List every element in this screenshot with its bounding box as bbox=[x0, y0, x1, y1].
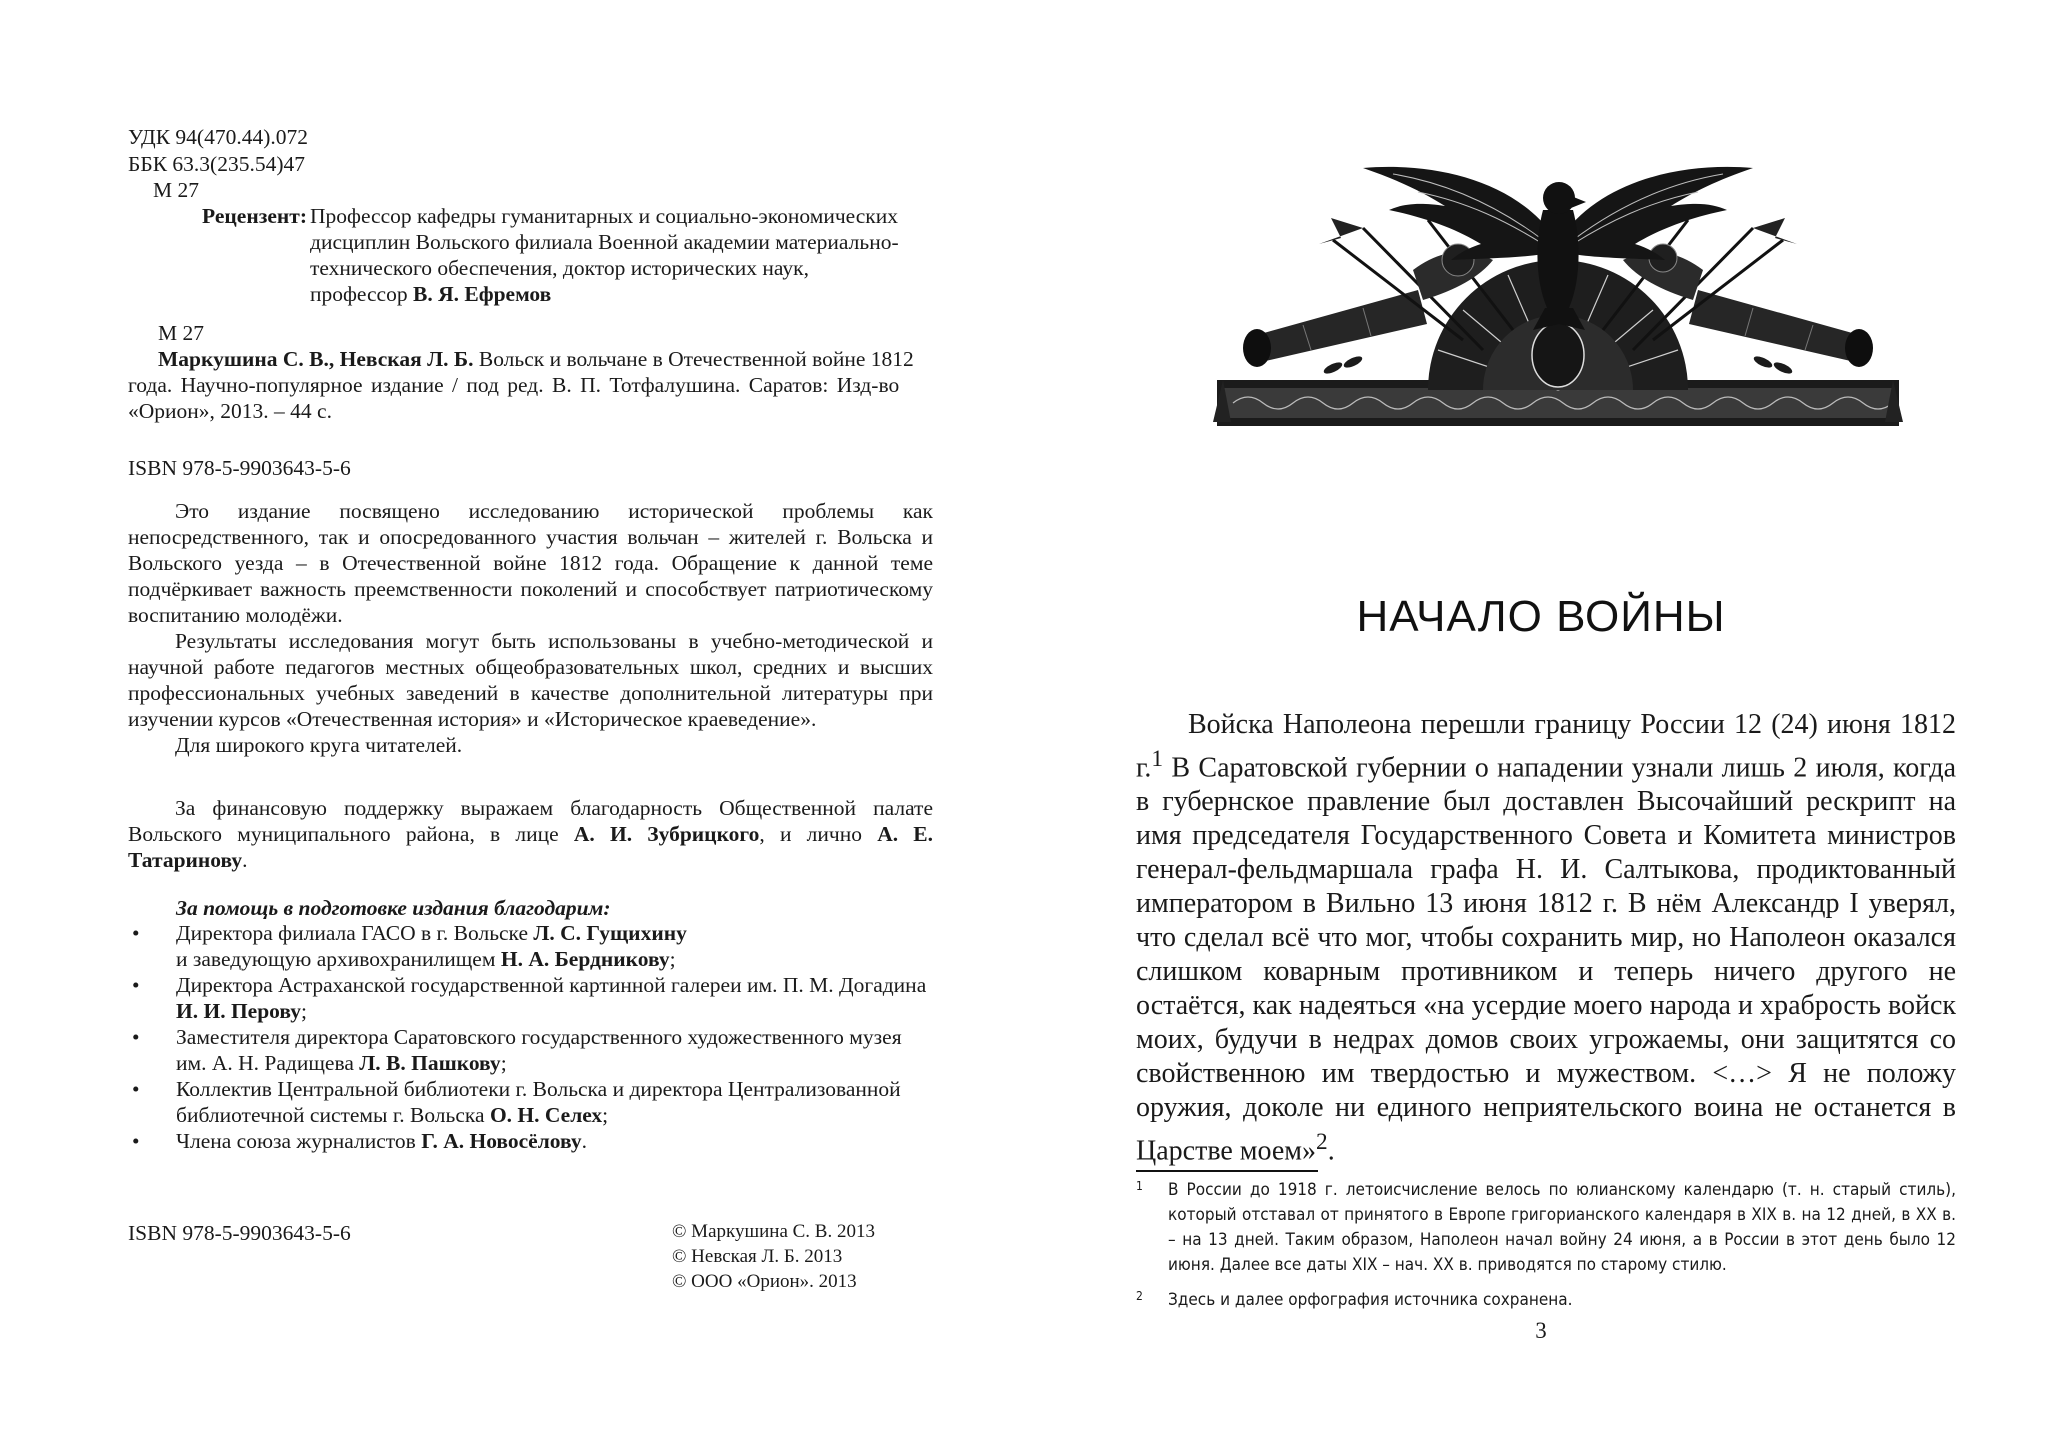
thanks-name: А. Е. Татаринову bbox=[128, 822, 934, 872]
bib-title: Вольск и вольчане в Отечественной войне 1812 bbox=[478, 347, 914, 371]
left-page bbox=[0, 0, 1027, 1453]
abstract bbox=[128, 498, 933, 758]
footnote bbox=[1136, 1288, 1956, 1313]
abstract-paragraph: Это издание посвящено исследованию исторической проблемы как непосредственного, так и опосредованного участия вольчан – жителей г. Вольска и Вольского уезда – в Отечественной войне 1812 года. Обращение к данной теме подчёркивает важность преемственности поколений и способствует патриотическому воспитанию молодёжи. bbox=[128, 499, 933, 627]
author-mark: М 27 bbox=[158, 321, 204, 345]
bbk-code: ББК 63.3(235.54)47 bbox=[128, 152, 305, 176]
copyright-line: © ООО «Орион». 2013 bbox=[672, 1271, 857, 1292]
abstract-paragraph: Результаты исследования могут быть использованы в учебно-методической и научной работе педагогов местных общеобразовательных школ, средних и высших профессиональных учебных заведений в качестве дополнительной литературы при изучении курсов «Отечественная история» и «Историческое краеведение». bbox=[128, 629, 933, 731]
bullet-icon: • bbox=[132, 1129, 140, 1153]
footnote-ref: 2 bbox=[1316, 1129, 1328, 1156]
helper-name: И. И. Перову bbox=[176, 999, 302, 1023]
footnote-text: В России до 1918 г. летоисчисление велось по юлианскому календарю (т. н. старый стиль), который отставал от принятого в Европе григорианского календаря в XIX в. на 12 дней, в XX в. – на 13 дней. Таким образом, Наполеон начал войну 24 июня, а в России в этот день было 12 июня. Далее все даты XIX – нач. XX в. приводятся по старому стилю. bbox=[1168, 1180, 1956, 1275]
list-item bbox=[132, 1076, 932, 1128]
eagle-trophy-ornament-icon bbox=[1213, 140, 1903, 440]
helper-text: Заместителя директора Саратовского государственного художественного музея им. А. Н. Радищева bbox=[176, 1025, 902, 1075]
isbn-top: ISBN 978-5-9903643-5-6 bbox=[128, 456, 351, 480]
thanks-text: За финансовую поддержку выражаем благодарность Общественной палате Вольского муниципального района, в лице bbox=[128, 796, 933, 846]
bullet-icon: • bbox=[132, 1025, 140, 1049]
bib-line-2: года. Научно-популярное издание / под ред. В. П. Тотфалушина. Саратов: Изд-во bbox=[128, 373, 900, 397]
bib-line-3: «Орион», 2013. – 44 с. bbox=[128, 399, 332, 423]
bib-line-1 bbox=[158, 346, 914, 372]
helper-text: Директора филиала ГАСО в г. Вольске bbox=[176, 921, 534, 945]
abstract-paragraph: Для широкого круга читателей. bbox=[175, 733, 463, 757]
body-text bbox=[1136, 708, 1956, 1169]
list-item bbox=[132, 1128, 932, 1154]
bullet-icon: • bbox=[132, 921, 140, 945]
footnote-divider bbox=[1136, 1170, 1318, 1172]
reviewer-label: Рецензент: bbox=[202, 204, 308, 228]
footnote-number: 2 bbox=[1136, 1289, 1143, 1303]
list-item bbox=[132, 920, 932, 972]
helper-text: ; bbox=[500, 1051, 507, 1075]
thanks-name: А. И. Зубрицкого bbox=[573, 822, 760, 846]
reviewer-name: В. Я. Ефремов bbox=[412, 282, 552, 306]
thanks-text: , и лично bbox=[759, 822, 862, 846]
helper-text: Директора Астраханской государственной картинной галереи им. П. М. Догадина bbox=[176, 973, 927, 997]
helpers-list bbox=[132, 920, 932, 1154]
chapter-title: НАЧАЛО ВОЙНЫ bbox=[1356, 592, 1726, 641]
footnote bbox=[1136, 1178, 1956, 1278]
footnote-ref: 1 bbox=[1151, 746, 1163, 772]
helper-name: О. Н. Селех bbox=[489, 1103, 603, 1127]
reviewer-text: Профессор кафедры гуманитарных и социально-экономических дисциплин Вольского филиала Военной академии материально-технического обеспечения, доктор исторических наук, профессор bbox=[310, 204, 899, 306]
list-item bbox=[132, 972, 932, 1024]
footnote-text: Здесь и далее орфография источника сохранена. bbox=[1168, 1290, 1573, 1310]
helpers-heading: За помощь в подготовке издания благодарим: bbox=[176, 896, 611, 920]
helper-text: ; bbox=[602, 1103, 609, 1127]
bullet-icon: • bbox=[132, 973, 140, 997]
helper-name: Н. А. Бердникову bbox=[500, 947, 670, 971]
funding-thanks bbox=[128, 795, 933, 873]
bullet-icon: • bbox=[132, 1077, 140, 1101]
footnotes bbox=[1136, 1178, 1956, 1313]
reviewer-block bbox=[310, 203, 910, 307]
body-span: Войска Наполеона перешли границу России 12 (24) июня 1812 г. bbox=[1136, 709, 1956, 784]
body-span: . bbox=[1327, 1135, 1335, 1167]
author-mark-top: М 27 bbox=[153, 178, 199, 202]
helper-name: Г. А. Новосёлову bbox=[421, 1129, 582, 1153]
helper-text: ; bbox=[301, 999, 307, 1023]
helper-text: . bbox=[581, 1129, 587, 1153]
body-paragraph bbox=[1136, 708, 1956, 1169]
list-item bbox=[132, 1024, 932, 1076]
helper-name: Л. В. Пашкову bbox=[359, 1051, 501, 1075]
udk-code: УДК 94(470.44).072 bbox=[128, 125, 308, 149]
isbn-bottom: ISBN 978-5-9903643-5-6 bbox=[128, 1221, 351, 1245]
footnote-number: 1 bbox=[1136, 1179, 1143, 1193]
helper-text: Коллектив Центральной библиотеки г. Вольска и директора Централизованной библиотечной системы г. Вольска bbox=[176, 1077, 901, 1127]
helper-text: и заведующую архивохранилищем bbox=[176, 947, 501, 971]
page-number: 3 bbox=[1535, 1318, 1547, 1343]
helper-text: ; bbox=[669, 947, 676, 971]
bib-authors: Маркушина С. В., Невская Л. Б. bbox=[158, 347, 474, 371]
thanks-text: . bbox=[242, 848, 248, 872]
copyright-block bbox=[672, 1219, 875, 1294]
body-span: В Саратовской губернии о нападении узнали лишь 2 июля, когда в губернское правление был доставлен Высочайший рескрипт на имя председателя Государственного Совета и Комитета министров генерал-фельдмаршала графа Н. И. Салтыкова, продиктованный императором в Вильно 13 июня 1812 г. В нём Александр I уверял, что сделал всё что мог, чтобы сохранить мир, но Наполеон оказался слишком коварным противником и теперь ничего другого не остаётся, как надеяться «на усердие моего народа и храбрость войск моих, будучи в недрах домов своих угрожаемы, они защитятся со свойственною им твердостью и мужеством. <…> Я не положу оружия, доколе ни единого неприятельского воина не останется в Царстве моем» bbox=[1136, 752, 1956, 1167]
helper-name: Л. С. Гущихину bbox=[533, 921, 687, 945]
helper-text: Члена союза журналистов bbox=[176, 1129, 422, 1153]
copyright-line: © Невская Л. Б. 2013 bbox=[672, 1246, 843, 1267]
copyright-line: © Маркушина С. В. 2013 bbox=[672, 1221, 875, 1242]
